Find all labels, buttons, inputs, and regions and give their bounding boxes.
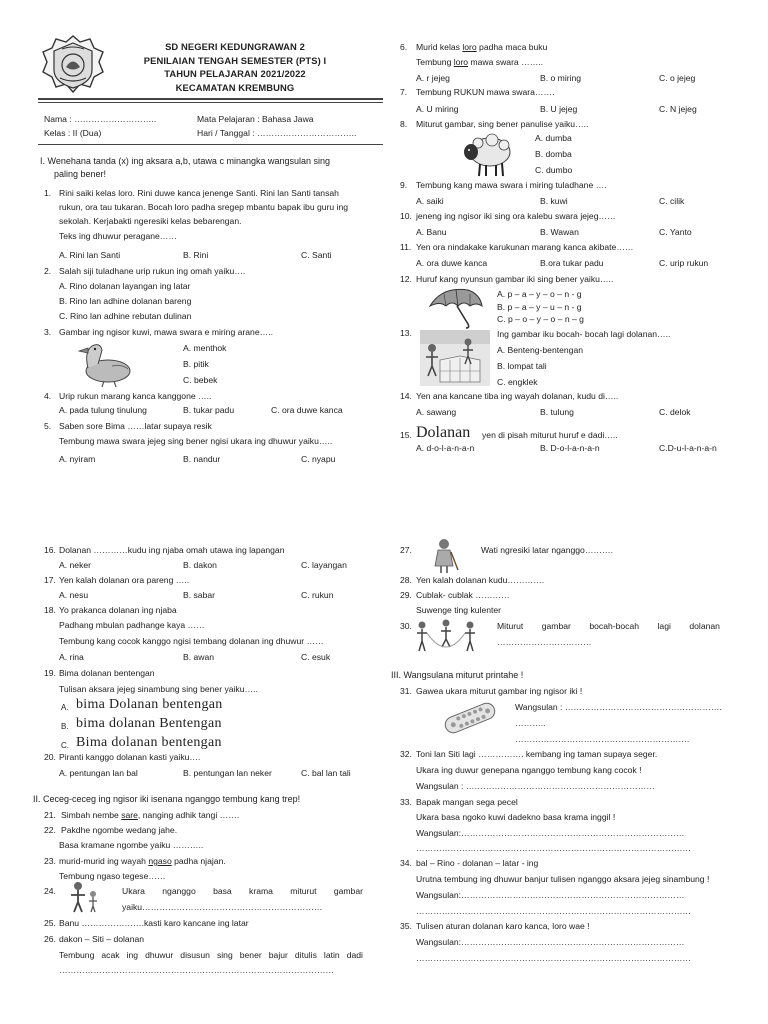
q9-option-a[interactable]: A. saiki bbox=[416, 196, 444, 206]
q2-option-b[interactable]: B. Rino lan adhine dolanan bareng bbox=[59, 296, 192, 306]
umbrella-icon bbox=[426, 286, 484, 330]
q8-option-b[interactable]: B. domba bbox=[535, 149, 572, 159]
section-1-heading: I. Wenehana tanda (x) ing aksara a,b, utawa c minangka wangsulan sing bbox=[40, 156, 331, 166]
q16-option-c[interactable]: C. layangan bbox=[301, 560, 347, 570]
q15-word: Dolanan bbox=[416, 424, 471, 441]
q4-option-c[interactable]: C. ora duwe kanca bbox=[271, 405, 343, 415]
child-icon bbox=[66, 880, 100, 914]
q16-option-b[interactable]: B. dakon bbox=[183, 560, 217, 570]
q6-option-b[interactable]: B. o miring bbox=[540, 73, 582, 83]
q17-option-a[interactable]: A. nesu bbox=[59, 590, 89, 600]
q34-answer-field[interactable]: Wangsulan:…………………………………………………………………… bbox=[416, 890, 685, 900]
q26-answer-field[interactable]: …………………………………………………………………………………… bbox=[59, 965, 334, 975]
q11-option-a[interactable]: A. ora duwe kanca bbox=[416, 258, 488, 268]
q15-option-b[interactable]: B. D-o-l-a-n-a-n bbox=[540, 443, 600, 453]
date-field[interactable]: Hari / Tanggal : …………………………….. bbox=[197, 128, 357, 138]
q15-option-a[interactable]: A. d-o-l-a-n-a-n bbox=[416, 443, 475, 453]
q4-option-b[interactable]: B. tukar padu bbox=[183, 405, 235, 415]
district-name: KECAMATAN KREMBUNG bbox=[175, 81, 295, 93]
q5-option-a[interactable]: A. nyiram bbox=[59, 454, 96, 464]
q30-answer-field[interactable]: …………………………… bbox=[497, 637, 592, 647]
regency-logo-icon bbox=[40, 34, 106, 94]
q24-answer-field[interactable]: yaiku……………………………………………………… bbox=[122, 902, 323, 912]
q17-option-c[interactable]: C. rukun bbox=[301, 590, 334, 600]
header-divider-thick bbox=[38, 98, 383, 100]
q16-option-a[interactable]: A. neker bbox=[59, 560, 92, 570]
q8-option-a[interactable]: A. dumba bbox=[535, 133, 572, 143]
q6-option-a[interactable]: A. r jejeg bbox=[416, 73, 450, 83]
q14-option-a[interactable]: A. sawang bbox=[416, 407, 457, 417]
q9-option-b[interactable]: B. kuwi bbox=[540, 196, 568, 206]
q1-option-b[interactable]: B. Rini bbox=[183, 250, 209, 260]
q7-option-a[interactable]: A. U miring bbox=[416, 104, 459, 114]
q31-answer-field[interactable]: Wangsulan : ………………………………………………. bbox=[515, 702, 722, 712]
q20-option-c[interactable]: C. bal lan tali bbox=[301, 768, 351, 778]
q10-option-c[interactable]: C. Yanto bbox=[659, 227, 692, 237]
q18-option-c[interactable]: C. esuk bbox=[301, 652, 331, 662]
q19-option-a[interactable]: bima Dolanan bentengan bbox=[76, 697, 223, 712]
duck-icon bbox=[74, 338, 136, 388]
q20-option-a[interactable]: A. pentungan lan bal bbox=[59, 768, 138, 778]
q11-option-b[interactable]: B.ora tukar padu bbox=[540, 258, 604, 268]
school-name: SD NEGERI KEDUNGRAWAN 2 bbox=[165, 41, 305, 52]
section-2-heading: II. Ceceg-ceceg ing ngisor iki isenana nganggo tembung kang trep! bbox=[33, 794, 301, 804]
q10-option-a[interactable]: A. Banu bbox=[416, 227, 447, 237]
q5-option-b[interactable]: B. nandur bbox=[183, 454, 221, 464]
student-name-field[interactable]: Nama : ……………………….. bbox=[44, 114, 157, 124]
q2-option-c[interactable]: C. Rino lan adhine rebutan dulinan bbox=[59, 311, 192, 321]
q33-answer-field[interactable]: Wangsulan:…………………………………………………………………… bbox=[416, 828, 685, 838]
q5-option-c[interactable]: C. nyapu bbox=[301, 454, 336, 464]
q1-option-c[interactable]: C. Santi bbox=[301, 250, 332, 260]
q3-option-b[interactable]: B. pitik bbox=[183, 359, 209, 369]
q2-option-a[interactable]: A. Rino dolanan layangan ing latar bbox=[59, 281, 191, 291]
q14-option-b[interactable]: B. tulung bbox=[540, 407, 574, 417]
school-year: TAHUN PELAJARAN 2021/2022 bbox=[164, 68, 306, 79]
q12-option-c[interactable]: C. p – o – y – o – n – g bbox=[497, 314, 584, 324]
q14-option-c[interactable]: C. delok bbox=[659, 407, 691, 417]
section-1-heading-cont: paling bener! bbox=[54, 169, 107, 179]
q35-answer-field[interactable]: Wangsulan:…………………………………………………………………… bbox=[416, 937, 685, 947]
q8-option-c[interactable]: C. dumbo bbox=[535, 165, 573, 175]
q12-option-b[interactable]: B. p – a – y – u – n - g bbox=[497, 302, 582, 312]
q4-option-a[interactable]: A. pada tulung tinulung bbox=[59, 405, 147, 415]
identity-divider bbox=[38, 144, 383, 145]
q1-option-a[interactable]: A. Rini lan Santi bbox=[59, 250, 121, 260]
q9-option-c[interactable]: C. cilik bbox=[659, 196, 685, 206]
q13-option-c[interactable]: C. engklek bbox=[497, 377, 538, 387]
q7-option-c[interactable]: C. N jejeg bbox=[659, 104, 697, 114]
jump-rope-children-icon bbox=[414, 617, 478, 655]
q12-option-a[interactable]: A. p – a – y – o – n - g bbox=[497, 289, 582, 299]
q32-answer-field[interactable]: Wangsulan : ………………………………………………………… bbox=[416, 781, 655, 791]
student-class: Kelas : II (Dua) bbox=[44, 128, 102, 138]
q11-option-c[interactable]: C. urip rukun bbox=[659, 258, 709, 268]
exam-title: PENILAIAN TENGAH SEMESTER (PTS) I bbox=[143, 54, 327, 66]
q19-option-c[interactable]: Bima dolanan bentengan bbox=[76, 735, 222, 750]
q3-option-a[interactable]: A. menthok bbox=[183, 343, 227, 353]
dakon-board-icon bbox=[438, 698, 502, 736]
exam-page: SD NEGERI KEDUNGRAWAN 2 PENILAIAN TENGAH SEMESTER (PTS) I TAHUN PELAJARAN 2021/2022 KECAMATAN KREMBUNG Nama : ……………………….. Kelas : II (Dua) Mata Pelajaran : Bahasa Jawa Hari / Tanggal : …………………………….. I. Wenehana tanda (x) ing aksara a,b, utawa c minangka wangsulan sing paling bener! 1. Rini saiki kelas loro. Rini duwe kanca jenenge Santi. Rini lan Santi tansah rukun, ora tau tukaran. Bocah loro padha sregep mbantu bapak ibu guru ing sekolah. Kerjabakti ngeresiki kelas bebarengan. Teks ing dhuwur peragane…… A. Rini lan Santi B. Rini C. Santi 2. Salah siji tuladhane urip rukun ing omah yaiku…. A. Rino dolanan layangan ing latar B. Rino lan adhine dolanan bareng C. Rino lan adhine rebutan dulinan 3. Gambar ing ngisor kuwi, mawa swara e miring arane….. A. menthok B. pitik C. bebek 4. Urip rukun marang kanca kanggone ….. A. pada tulung tinulung B. tukar padu C. ora duwe kanca 5. Saben sore Bima ……latar supaya resik Tembung mawa swara jejeg sing bener ngisi ukara ing dhuwur yaiku….. A. nyiram B. nandur C. nyapu 6. Murid kelas loro padha maca buku Tembung loro mawa swara …….. A. r jejeg B. o miring C. o jejeg 7. Tembung RUKUN mawa swara……. A. U miring B. U jejeg C. N jejeg 8. Miturut gambar, sing bener panulise yaiku….. A. dumba B. domba C. dumbo 9. Tembung kang mawa swara i miring tuladhane …. A. saiki B. kuwi C. cilik 10. jeneng ing ngisor iki sing ora kalebu swara jejeg…… A. Banu B. Wawan C. Yanto 11. Yen ora nindakake karukunan marang kanca akibate…… A. ora duwe kanca B.ora tukar padu C. urip rukun 12. Huruf kang nyunsun gambar iki sing bener yaiku….. A. p – a – y – o – n - g B. p – a – y – u – n - g C. p – o – y – o – n – g 13. Ing gambar iku bocah- bocah lagi dolanan….. A. Benteng-bentengan B. lompat tali C. engklek 14. Yen ana kancane tiba ing wayah dolanan, kudu di….. A. sawang B. tulung C. delok 15. Dolanan yen di pisah miturut huruf e dadi….. A. d-o-l-a-n-a-n B. D-o-l-a-n-a-n C.D-u-l-a-n-a-n 16. Dolanan …………kudu ing njaba omah utawa ing lapangan A. neker B. dakon C. layangan 17. Yen kalah dolanan ora pareng ….. A. nesu B. sabar C. rukun 18. Yo prakanca dolanan ing njaba Padhang mbulan padhange kaya …… Tembung kang cocok kanggo ngisi tembang dolanan ing dhuwur …… A. rina B. awan C. esuk 19. Bima dolanan bentengan Tulisan aksara jejeg sinambung sing bener yaiku….. A. bima Dolanan bentengan B. bima dolanan Bentengan C. Bima dolanan bentengan 20. Piranti kanggo dolanan kasti yaiku…. A. pentungan lan bal B. pentungan lan neker C. bal lan tali II. Ceceg-ceceg ing ngisor iki isenana nganggo tembung kang trep! 21. Simbah nembe sare, nanging adhik tangi ……. 22. Pakdhe ngombe wedang jahe. Basa kramane ngombe yaiku ……….. 23. murid-murid ing wayah ngaso padha njajan. Tembung ngaso tegese…… 24. Ukara nganggo basa krama miturut gambar yaiku……………………………………………………… 25. Banu ………………….kasti karo kancane ing latar 26. dakon – Siti – dolanan Tembung acak ing dhuwur disusun sing bener bajur ditulis latin dadi …………………………………………………………………………………… 27. Wati ngresiki latar nganggo………. 28. Yen kalah dolanan kudu…………. 29. Cublak- cublak ………… Suwenge ting kulenter 30. Miturut gambar bocah-bocah lagi dolanan …………………………… III. Wangsulana miturut printahe ! 31. Gawea ukara miturut gambar ing ngisor iki ! Wangsulan : ………………………………………………. ……….. ……………………………………………………. 32. Toni lan Siti lagi ……………. kembang ing taman supaya seger. Ukara ing duwur genepana nganggo tembung kang cocok ! Wangsulan : ………………………………………………………… 33. Bapak mangan sega pecel Ukara basa ngoko kuwi dadekno basa krama inggil ! Wangsulan:…………………………………………………………………… …………………………………………………………………………………… 34. bal – Rino - dolanan – latar - ing Urutna tembung ing dhuwur banjur tulisen nganggo aksara jejeg sinambung ! Wangsulan:…………………………………………………………………… …………………………………………………………………………………… 35. Tulisen aturan dolanan karo kanca, loro wae ! Wangsulan:…………………………………………………………………… …………………………………………………………………………………… bbox=[0, 0, 768, 1024]
q19-option-b[interactable]: bima dolanan Bentengan bbox=[76, 716, 222, 731]
q20-option-b[interactable]: B. pentungan lan neker bbox=[183, 768, 272, 778]
q13-option-b[interactable]: B. lompat tali bbox=[497, 361, 547, 371]
girl-sweeping-icon bbox=[428, 538, 462, 574]
q18-option-a[interactable]: A. rina bbox=[59, 652, 84, 662]
subject-label: Mata Pelajaran : Bahasa Jawa bbox=[197, 114, 314, 124]
q3-option-c[interactable]: C. bebek bbox=[183, 375, 218, 385]
sheep-icon bbox=[458, 130, 516, 178]
q17-option-b[interactable]: B. sabar bbox=[183, 590, 216, 600]
q10-option-b[interactable]: B. Wawan bbox=[540, 227, 579, 237]
header-divider-thin bbox=[38, 102, 383, 103]
q7-option-b[interactable]: B. U jejeg bbox=[540, 104, 578, 114]
section-3-heading: III. Wangsulana miturut printahe ! bbox=[391, 670, 524, 680]
q6-option-c[interactable]: C. o jejeg bbox=[659, 73, 696, 83]
q13-option-a[interactable]: A. Benteng-bentengan bbox=[497, 345, 584, 355]
children-playing-icon bbox=[420, 330, 490, 386]
q18-option-b[interactable]: B. awan bbox=[183, 652, 215, 662]
q15-option-c[interactable]: C.D-u-l-a-n-a-n bbox=[659, 443, 717, 453]
